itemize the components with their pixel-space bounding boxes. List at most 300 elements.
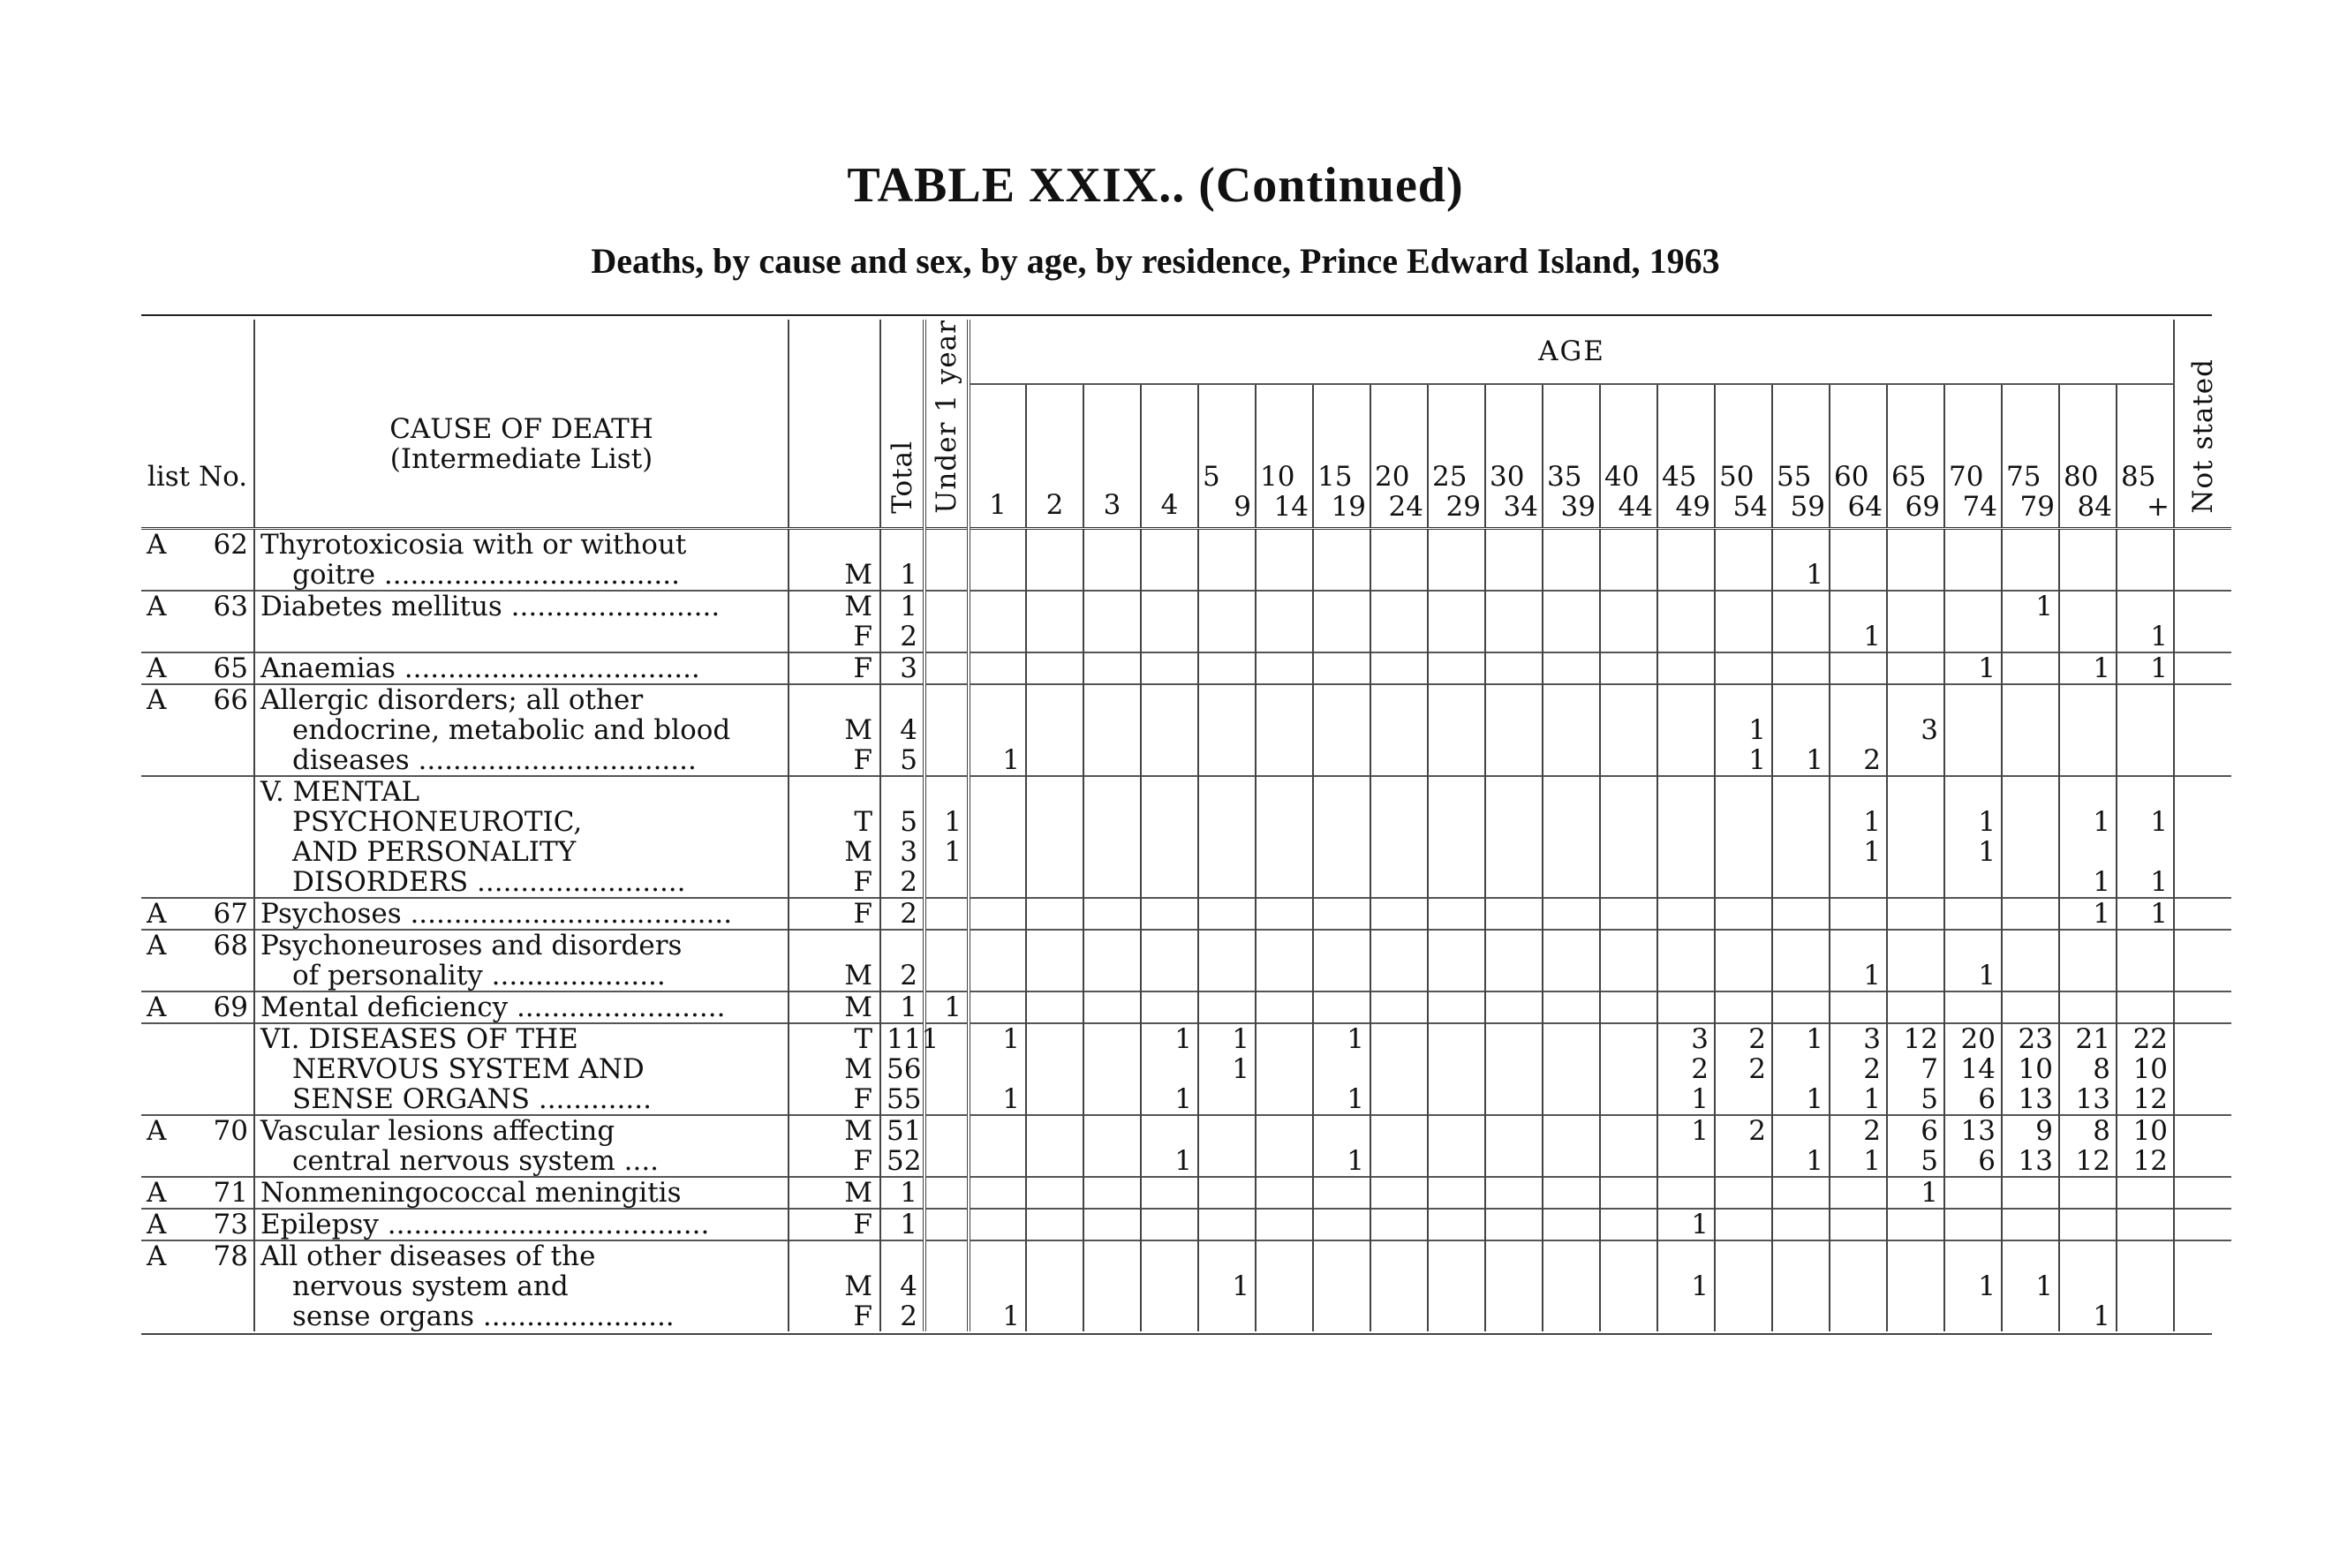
age-cell <box>924 776 969 807</box>
age-cell: 12 <box>2059 1146 2117 1177</box>
age-cell <box>1600 1054 1657 1084</box>
age-cell <box>1198 837 1256 867</box>
age-cell: 3 <box>1887 715 1944 745</box>
list-number <box>141 1301 254 1331</box>
age-cell <box>1657 622 1715 652</box>
age-cell <box>1428 652 1485 684</box>
age-cell <box>1600 807 1657 837</box>
age-cell <box>1141 991 1198 1023</box>
age-cell <box>1256 1177 1313 1209</box>
age-header: AGE <box>969 320 2174 384</box>
age-cell <box>2174 528 2231 560</box>
age-cell: 2 <box>1657 1054 1715 1084</box>
table-row <box>141 1115 2346 1146</box>
age-cell <box>1485 1023 1543 1054</box>
age-cell <box>1830 1209 1887 1240</box>
age-cell <box>1715 560 1772 591</box>
table-row <box>141 961 2346 991</box>
age-cell <box>1198 961 1256 991</box>
cause-line: All other diseases of the <box>260 1240 596 1272</box>
age-cell <box>1370 1271 1428 1301</box>
age-cell: 2 <box>1830 745 1887 776</box>
cause-line: Mental deficiency ........................ <box>260 991 726 1023</box>
age-band-low: 60 <box>1834 460 1869 493</box>
age-cell <box>1370 1054 1428 1084</box>
list-number <box>141 930 254 961</box>
top-rule <box>141 314 2212 316</box>
age-cell <box>1256 1115 1313 1146</box>
age-cell <box>969 867 1026 898</box>
age-cell <box>924 1301 969 1331</box>
cause-name <box>254 867 789 898</box>
age-cell <box>1657 715 1715 745</box>
cause-line: Thyrotoxicosia with or without <box>260 528 687 561</box>
list-code: 65 <box>213 652 248 684</box>
age-cell <box>969 684 1026 715</box>
age-header-band <box>1600 384 1657 528</box>
list-letter: A <box>147 897 167 930</box>
age-cell <box>2002 961 2059 991</box>
age-cell <box>1141 1209 1198 1240</box>
age-cell <box>1026 1084 1083 1115</box>
age-cell: 1 <box>1830 1146 1887 1177</box>
age-band-high: 9 <box>1234 490 1251 523</box>
cause-line: of personality .................... <box>292 959 666 991</box>
table-row <box>141 745 2346 776</box>
age-cell <box>1944 776 2002 807</box>
cause-name <box>254 684 789 715</box>
age-cell <box>1256 961 1313 991</box>
age-band-high: 24 <box>1388 490 1423 523</box>
age-cell <box>1428 1084 1485 1115</box>
age-cell <box>1772 930 1830 961</box>
age-cell <box>1083 1209 1141 1240</box>
age-band-high: 44 <box>1618 490 1653 523</box>
age-cell <box>969 807 1026 837</box>
cause-name <box>254 652 789 684</box>
bottom-rule <box>141 1333 2212 1335</box>
age-cell <box>2174 652 2231 684</box>
age-cell <box>1026 1209 1083 1240</box>
age-cell <box>2059 622 2117 652</box>
age-cell <box>1485 867 1543 898</box>
age-header-band <box>1256 384 1313 528</box>
age-cell: 1 <box>1657 1209 1715 1240</box>
age-cell <box>1256 652 1313 684</box>
age-cell <box>1830 776 1887 807</box>
age-cell <box>1026 776 1083 807</box>
age-cell <box>1830 684 1887 715</box>
age-cell <box>1485 652 1543 684</box>
age-cell <box>2174 1271 2231 1301</box>
age-cell: 13 <box>2002 1084 2059 1115</box>
sex-cell: M <box>789 837 880 867</box>
age-band-low: 10 <box>1260 460 1295 493</box>
age-cell: 5 <box>1887 1146 1944 1177</box>
age-cell: 1 <box>2117 867 2174 898</box>
cause-line: Vascular lesions affecting <box>260 1114 615 1147</box>
age-cell: 1 <box>1141 1146 1198 1177</box>
age-cell <box>1887 1271 1944 1301</box>
age-cell: 2 <box>1830 1115 1887 1146</box>
age-cell <box>1657 991 1715 1023</box>
age-cell <box>2059 961 2117 991</box>
age-cell <box>2174 837 2231 867</box>
age-cell <box>2059 837 2117 867</box>
age-cell <box>1830 528 1887 560</box>
age-cell <box>1772 1115 1830 1146</box>
age-cell <box>1485 776 1543 807</box>
age-cell <box>1370 622 1428 652</box>
age-cell <box>1083 837 1141 867</box>
cause-line: PSYCHONEUROTIC, <box>292 805 583 838</box>
age-cell: 1 <box>1657 1271 1715 1301</box>
age-cell <box>1198 745 1256 776</box>
age-cell <box>1370 1084 1428 1115</box>
age-cell <box>2117 1271 2174 1301</box>
age-cell <box>969 776 1026 807</box>
age-cell <box>1083 745 1141 776</box>
list-number <box>141 898 254 930</box>
age-cell <box>1198 930 1256 961</box>
age-cell: 13 <box>1944 1115 2002 1146</box>
table-row <box>141 684 2346 715</box>
age-cell <box>1830 1301 1887 1331</box>
age-cell: 3 <box>1657 1023 1715 1054</box>
age-cell <box>2059 684 2117 715</box>
age-cell <box>2174 560 2231 591</box>
age-cell <box>1141 715 1198 745</box>
age-cell: 1 <box>2117 807 2174 837</box>
age-cell: 22 <box>2117 1023 2174 1054</box>
cause-line: sense organs ...................... <box>292 1300 675 1332</box>
sex-cell: F <box>789 652 880 684</box>
age-cell <box>1026 1054 1083 1084</box>
age-cell <box>1543 776 1600 807</box>
age-header-band <box>1370 384 1428 528</box>
age-cell: 23 <box>2002 1023 2059 1054</box>
age-cell <box>2117 837 2174 867</box>
age-cell: 2 <box>1830 1054 1887 1084</box>
age-cell <box>2117 560 2174 591</box>
age-header-band <box>1543 384 1600 528</box>
age-cell <box>924 1209 969 1240</box>
age-cell <box>1256 1023 1313 1054</box>
age-cell <box>969 591 1026 622</box>
age-cell: 1 <box>1944 807 2002 837</box>
age-cell <box>969 528 1026 560</box>
age-cell <box>2002 1240 2059 1271</box>
age-cell <box>2059 745 2117 776</box>
age-cell <box>1026 837 1083 867</box>
age-cell <box>1657 867 1715 898</box>
age-cell <box>1830 1271 1887 1301</box>
list-letter: A <box>147 1208 167 1240</box>
age-cell <box>1198 776 1256 807</box>
age-cell: 9 <box>2002 1115 2059 1146</box>
age-cell <box>1313 591 1370 622</box>
age-band-high: 39 <box>1560 490 1596 523</box>
sex-cell: F <box>789 1209 880 1240</box>
cause-line: Nonmeningococcal meningitis <box>260 1176 682 1209</box>
total-cell: 1 <box>880 1209 924 1240</box>
age-cell <box>969 1209 1026 1240</box>
age-cell <box>1543 1146 1600 1177</box>
age-header-band <box>1772 384 1830 528</box>
age-cell <box>1256 807 1313 837</box>
age-cell <box>1141 898 1198 930</box>
age-cell <box>1944 745 2002 776</box>
age-cell <box>1485 1177 1543 1209</box>
list-letter: A <box>147 652 167 684</box>
sex-cell: M <box>789 1271 880 1301</box>
age-cell <box>1370 898 1428 930</box>
age-cell <box>1600 1115 1657 1146</box>
cause-name <box>254 898 789 930</box>
cause-header-sublabel: (Intermediate List) <box>389 442 653 475</box>
age-cell <box>1715 1084 1772 1115</box>
age-cell: 1 <box>2059 807 2117 837</box>
age-band-low: 75 <box>2006 460 2041 493</box>
age-cell <box>1370 991 1428 1023</box>
age-cell <box>2174 1054 2231 1084</box>
age-cell: 1 <box>969 1084 1026 1115</box>
age-cell <box>1600 867 1657 898</box>
age-cell <box>1313 961 1370 991</box>
age-cell <box>1026 1271 1083 1301</box>
table-row <box>141 1054 2346 1084</box>
age-cell <box>1198 807 1256 837</box>
age-cell: 1 <box>969 745 1026 776</box>
sex-cell: T <box>789 807 880 837</box>
age-cell <box>1600 684 1657 715</box>
age-cell <box>1772 867 1830 898</box>
age-cell <box>1198 898 1256 930</box>
age-cell: 1 <box>2059 867 2117 898</box>
age-cell <box>1141 837 1198 867</box>
age-cell <box>1141 1271 1198 1301</box>
age-cell <box>1715 652 1772 684</box>
age-cell <box>969 1115 1026 1146</box>
list-code: 73 <box>213 1208 248 1240</box>
age-cell: 1 <box>1198 1271 1256 1301</box>
total-cell <box>880 1240 924 1271</box>
age-cell <box>1485 1054 1543 1084</box>
age-band-high: 14 <box>1273 490 1309 523</box>
age-cell <box>1428 591 1485 622</box>
age-cell <box>969 930 1026 961</box>
age-cell <box>1083 991 1141 1023</box>
age-header-single: 4 <box>1141 384 1198 528</box>
age-cell <box>1600 1301 1657 1331</box>
age-cell <box>1887 807 1944 837</box>
age-cell <box>1026 1301 1083 1331</box>
table-title: TABLE XXIX.. (Continued) <box>847 158 1464 213</box>
table-row <box>141 898 2346 930</box>
age-cell <box>1543 715 1600 745</box>
age-cell <box>2002 837 2059 867</box>
age-cell <box>1944 528 2002 560</box>
age-cell: 14 <box>1944 1054 2002 1084</box>
age-cell <box>1543 622 1600 652</box>
age-cell: 1 <box>1313 1023 1370 1054</box>
age-cell <box>1887 776 1944 807</box>
total-cell: 5 <box>880 745 924 776</box>
age-band-high: 59 <box>1790 490 1825 523</box>
age-cell <box>1485 837 1543 867</box>
age-cell <box>1887 1240 1944 1271</box>
table-row <box>141 867 2346 898</box>
age-cell <box>2174 898 2231 930</box>
age-cell <box>1715 591 1772 622</box>
age-cell <box>1370 837 1428 867</box>
age-cell <box>1944 684 2002 715</box>
cause-line: Psychoneuroses and disorders <box>260 929 683 961</box>
age-cell <box>1944 930 2002 961</box>
age-cell <box>1198 1301 1256 1331</box>
age-cell: 5 <box>1887 1084 1944 1115</box>
age-cell <box>1887 652 1944 684</box>
age-band-low: 40 <box>1604 460 1640 493</box>
age-cell <box>1198 684 1256 715</box>
age-cell <box>1772 1209 1830 1240</box>
age-cell <box>2002 898 2059 930</box>
age-cell <box>1428 1301 1485 1331</box>
age-cell <box>1485 591 1543 622</box>
total-cell: 3 <box>880 652 924 684</box>
age-cell <box>2002 991 2059 1023</box>
age-cell <box>1657 560 1715 591</box>
age-cell <box>1198 1146 1256 1177</box>
cause-name <box>254 1023 789 1054</box>
age-band-high: 54 <box>1732 490 1768 523</box>
age-cell <box>1887 1209 1944 1240</box>
total-cell: 2 <box>880 867 924 898</box>
age-header-band <box>1485 384 1543 528</box>
age-cell <box>1543 528 1600 560</box>
age-cell <box>924 1146 969 1177</box>
age-cell <box>2174 1084 2231 1115</box>
age-cell <box>1428 1115 1485 1146</box>
age-cell <box>1026 961 1083 991</box>
cause-name <box>254 837 789 867</box>
age-cell <box>2174 930 2231 961</box>
age-cell <box>1083 1023 1141 1054</box>
age-cell <box>1543 1115 1600 1146</box>
age-header-band <box>1715 384 1772 528</box>
age-header-band <box>1887 384 1944 528</box>
age-cell <box>1083 961 1141 991</box>
age-cell <box>2059 560 2117 591</box>
age-header-band <box>1313 384 1370 528</box>
total-cell: 1 <box>880 591 924 622</box>
age-cell <box>1141 745 1198 776</box>
age-cell <box>1083 1054 1141 1084</box>
age-cell <box>1772 837 1830 867</box>
list-number <box>141 745 254 776</box>
cause-header <box>254 320 789 528</box>
list-letter: A <box>147 590 167 622</box>
age-cell <box>2002 867 2059 898</box>
age-cell <box>1256 991 1313 1023</box>
age-cell: 1 <box>1772 1084 1830 1115</box>
age-cell: 2 <box>1715 1115 1772 1146</box>
list-letter: A <box>147 991 167 1023</box>
age-cell <box>1715 1209 1772 1240</box>
age-cell <box>1313 1271 1370 1301</box>
age-cell <box>1370 560 1428 591</box>
age-cell <box>1083 715 1141 745</box>
total-cell: 5 <box>880 807 924 837</box>
age-cell <box>1313 776 1370 807</box>
age-cell <box>2117 776 2174 807</box>
sex-cell: M <box>789 1177 880 1209</box>
age-cell <box>1600 1209 1657 1240</box>
list-number <box>141 807 254 837</box>
sex-cell: M <box>789 1054 880 1084</box>
age-cell <box>2117 1301 2174 1331</box>
table-row <box>141 837 2346 867</box>
age-header-single: 3 <box>1083 384 1141 528</box>
age-cell <box>1428 1177 1485 1209</box>
total-cell: 4 <box>880 1271 924 1301</box>
list-number <box>141 684 254 715</box>
age-cell <box>1083 652 1141 684</box>
age-cell <box>1428 867 1485 898</box>
age-cell <box>1600 1271 1657 1301</box>
cause-name <box>254 776 789 807</box>
age-cell <box>1198 528 1256 560</box>
age-cell <box>1830 898 1887 930</box>
age-cell <box>924 898 969 930</box>
age-cell: 1 <box>1313 1146 1370 1177</box>
total-cell: 55 <box>880 1084 924 1115</box>
age-cell <box>1715 930 1772 961</box>
sex-header <box>789 320 880 528</box>
age-cell <box>1256 715 1313 745</box>
total-cell: 4 <box>880 715 924 745</box>
age-cell <box>1772 961 1830 991</box>
age-cell: 1 <box>1772 745 1830 776</box>
age-cell: 1 <box>1715 715 1772 745</box>
list-letter: A <box>147 683 167 716</box>
list-number <box>141 867 254 898</box>
cause-name <box>254 745 789 776</box>
table-row <box>141 591 2346 622</box>
age-cell <box>1313 528 1370 560</box>
total-cell <box>880 776 924 807</box>
age-cell <box>1141 1115 1198 1146</box>
list-number <box>141 1084 254 1115</box>
age-cell <box>1600 560 1657 591</box>
sex-cell: M <box>789 715 880 745</box>
age-cell <box>1657 591 1715 622</box>
cause-name <box>254 1054 789 1084</box>
age-cell <box>1026 1146 1083 1177</box>
age-cell: 1 <box>1830 837 1887 867</box>
age-cell <box>1083 867 1141 898</box>
table-row <box>141 1301 2346 1331</box>
cause-name <box>254 1271 789 1301</box>
age-cell <box>1543 652 1600 684</box>
cause-line: Anaemias .................................. <box>260 652 700 684</box>
age-cell: 10 <box>2002 1054 2059 1084</box>
age-cell <box>1772 1271 1830 1301</box>
age-cell <box>1657 528 1715 560</box>
age-cell <box>969 898 1026 930</box>
list-letter: A <box>147 1114 167 1147</box>
age-cell: 21 <box>2059 1023 2117 1054</box>
